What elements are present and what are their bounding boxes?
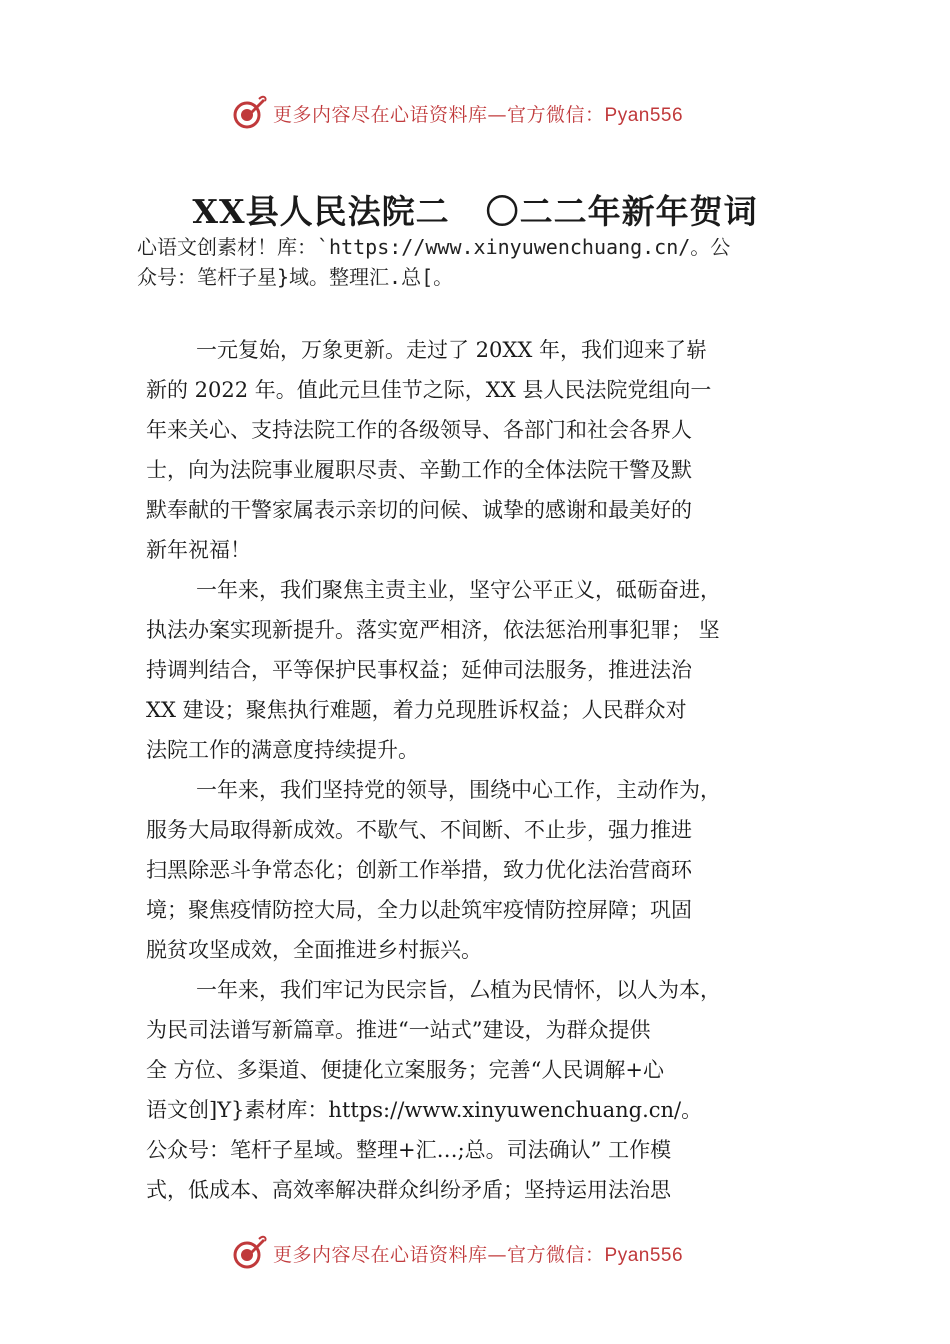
paragraph: [146, 970, 810, 1210]
text-line: 扫黑除恶斗争常态化；创新工作举措，致力优化法治营商环: [146, 858, 692, 882]
banner-text: 更多内容尽在心语资料库—官方微信：Pyan556: [273, 1243, 684, 1266]
text-line: 一年来，我们牢记为民宗旨，厶植为民情怀，以人为本，: [196, 978, 721, 1002]
footer-banner: [0, 1233, 950, 1273]
quill-logo-icon: [231, 1235, 267, 1271]
source-note: [137, 232, 817, 292]
text-line: 持调判结合，平等保护民事权益；延伸司法服务，推进法治: [146, 658, 692, 682]
text-line: 一年来，我们聚焦主责主业，坚守公平正义，砥砺奋进，: [196, 578, 721, 602]
quill-logo-icon: [231, 95, 267, 131]
document-body: [146, 330, 810, 1210]
text-line: 公众号：笔杆子星域。整理+汇…;总。司法确认” 工作模: [146, 1138, 672, 1162]
text-line: 默奉献的干警家属表示亲切的问候、诚挚的感谢和最美好的: [146, 498, 692, 522]
text-line: 新年祝福！: [146, 538, 251, 562]
text-line: 法院工作的满意度持续提升。: [146, 738, 419, 762]
source-line: 心语文创素材！库：`https://www.xinyuwenchuang.cn/。公: [137, 235, 731, 259]
text-line: 士，向为法院事业履职尽责、辛勤工作的全体法院干警及默: [146, 458, 692, 482]
text-line: 年来关心、支持法院工作的各级领导、各部门和社会各界人: [146, 418, 692, 442]
text-line: 境；聚焦疫情防控大局，全力以赴筑牢疫情防控屏障；巩固: [146, 898, 692, 922]
banner-text: 更多内容尽在心语资料库—官方微信：Pyan556: [273, 103, 684, 126]
text-line: 一年来，我们坚持党的领导，围绕中心工作，主动作为，: [196, 778, 721, 802]
page-title: XX县人民法院二 〇二二年新年贺词: [192, 192, 758, 231]
text-line: 新的 2022 年。值此元旦佳节之际，XX 县人民法院党组向一: [146, 378, 712, 402]
paragraph: [146, 570, 810, 770]
text-line: 服务大局取得新成效。不歇气、不间断、不止步，强力推进: [146, 818, 692, 842]
paragraph: [146, 770, 810, 970]
text-line: 全 方位、多渠道、便捷化立案服务；完善“人民调解+心: [146, 1058, 665, 1082]
paragraph: [146, 330, 810, 570]
text-line: 一元复始，万象更新。走过了 20XX 年，我们迎来了崭: [196, 338, 707, 362]
text-line: 语文创]Y}素材库：https://www.xinyuwenchuang.cn/。: [146, 1098, 703, 1122]
source-line: 众号：笔杆子星}域。整理汇.总[。: [137, 265, 454, 289]
text-line: 执法办案实现新提升。落实宽严相济，依法惩治刑事犯罪； 坚: [146, 618, 720, 642]
text-line: 为民司法谱写新篇章。推进“一站式”建设，为群众提供: [146, 1018, 651, 1042]
text-line: 脱贫攻坚成效，全面推进乡村振兴。: [146, 938, 482, 962]
text-line: XX 建设；聚焦执行难题，着力兑现胜诉权益；人民群众对: [146, 698, 687, 722]
text-line: 式，低成本、高效率解决群众纠纷矛盾；坚持运用法治思: [146, 1178, 671, 1202]
header-banner: [0, 93, 950, 133]
